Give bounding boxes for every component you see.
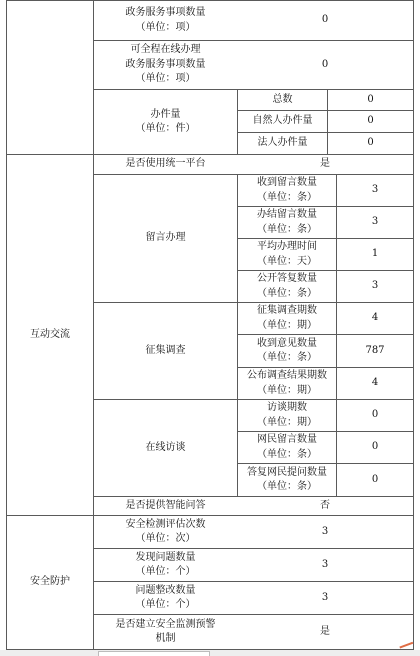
sub-value-messages-received: 3 [371, 184, 379, 196]
label-smart-qa: 是否提供智能问答 [125, 499, 206, 511]
label-online-service-items: 可全程在线办理 政务服务事项数量 （单位：项） [125, 44, 206, 85]
label-online-interview: 在线访谈 [145, 441, 186, 453]
value-security-monitoring: 是 [320, 625, 330, 637]
section-label-interaction: 互动交流 [30, 328, 70, 340]
sub-value-messages-closed: 3 [371, 216, 379, 228]
label-security-evaluations: 安全检测评估次数 （单位：次） [125, 518, 206, 544]
value-issues-found: 3 [321, 558, 329, 570]
sub-label-natural-person: 自然人办件量 [252, 115, 313, 127]
clipped-input-box[interactable] [98, 651, 210, 656]
sub-value-questions-answered: 0 [371, 473, 379, 485]
sub-label-public-replies: 公开答复数量 （单位：条） [257, 273, 317, 299]
label-gov-service-items: 政务服务事项数量 （单位：项） [125, 7, 206, 33]
sub-label-opinions-received: 收到意见数量 （单位：条） [257, 337, 317, 363]
sub-label-avg-handling-time: 平均办理时间 （单位：天） [257, 241, 317, 267]
sub-label-survey-rounds: 征集调查期数 （单位：期） [257, 305, 317, 331]
sub-value-results-published: 4 [371, 377, 379, 389]
sub-label-questions-answered: 答复网民提问数量 （单位：条） [247, 466, 327, 492]
label-survey: 征集调查 [145, 344, 186, 356]
sub-value-opinions-received: 787 [365, 344, 385, 356]
label-security-monitoring: 是否建立安全监测预警 机制 [115, 618, 216, 644]
section-label-security: 安全防护 [30, 576, 70, 588]
label-unified-platform: 是否使用统一平台 [125, 158, 206, 170]
label-message-handling: 留言办理 [145, 232, 186, 244]
sub-value-natural-person: 0 [367, 115, 374, 127]
value-security-evaluations: 3 [321, 525, 329, 537]
table-border-right [413, 0, 414, 650]
page-bottom-strip [0, 650, 420, 656]
value-unified-platform: 是 [320, 158, 330, 170]
sub-value-survey-rounds: 4 [371, 312, 379, 324]
value-gov-service-items: 0 [321, 14, 329, 26]
sub-label-interview-rounds: 访谈期数 （单位：期） [257, 402, 317, 428]
sub-label-legal-person: 法人办件量 [257, 137, 308, 149]
sub-value-netizen-messages: 0 [371, 441, 379, 453]
sub-value-avg-handling-time: 1 [371, 248, 379, 260]
label-issues-found: 发现问题数量 （单位：个） [135, 551, 196, 577]
value-online-service-items: 0 [321, 58, 329, 70]
sub-label-messages-received: 收到留言数量 （单位：条） [257, 177, 317, 203]
sub-label-messages-closed: 办结留言数量 （单位：条） [257, 209, 317, 235]
sub-label-total: 总数 [272, 93, 293, 105]
sub-value-interview-rounds: 0 [371, 409, 379, 421]
sub-label-netizen-messages: 网民留言数量 （单位：条） [257, 434, 317, 460]
sub-value-legal-person: 0 [367, 137, 374, 149]
label-issues-fixed: 问题整改数量 （单位：个） [135, 584, 196, 610]
sub-value-total: 0 [367, 93, 374, 105]
sub-label-results-published: 公布调查结果期数 （单位：期） [247, 370, 327, 396]
value-smart-qa: 否 [320, 499, 330, 511]
sub-value-public-replies: 3 [371, 280, 379, 292]
value-issues-fixed: 3 [321, 591, 329, 603]
label-case-volume: 办件量 （单位：件） [135, 108, 196, 134]
